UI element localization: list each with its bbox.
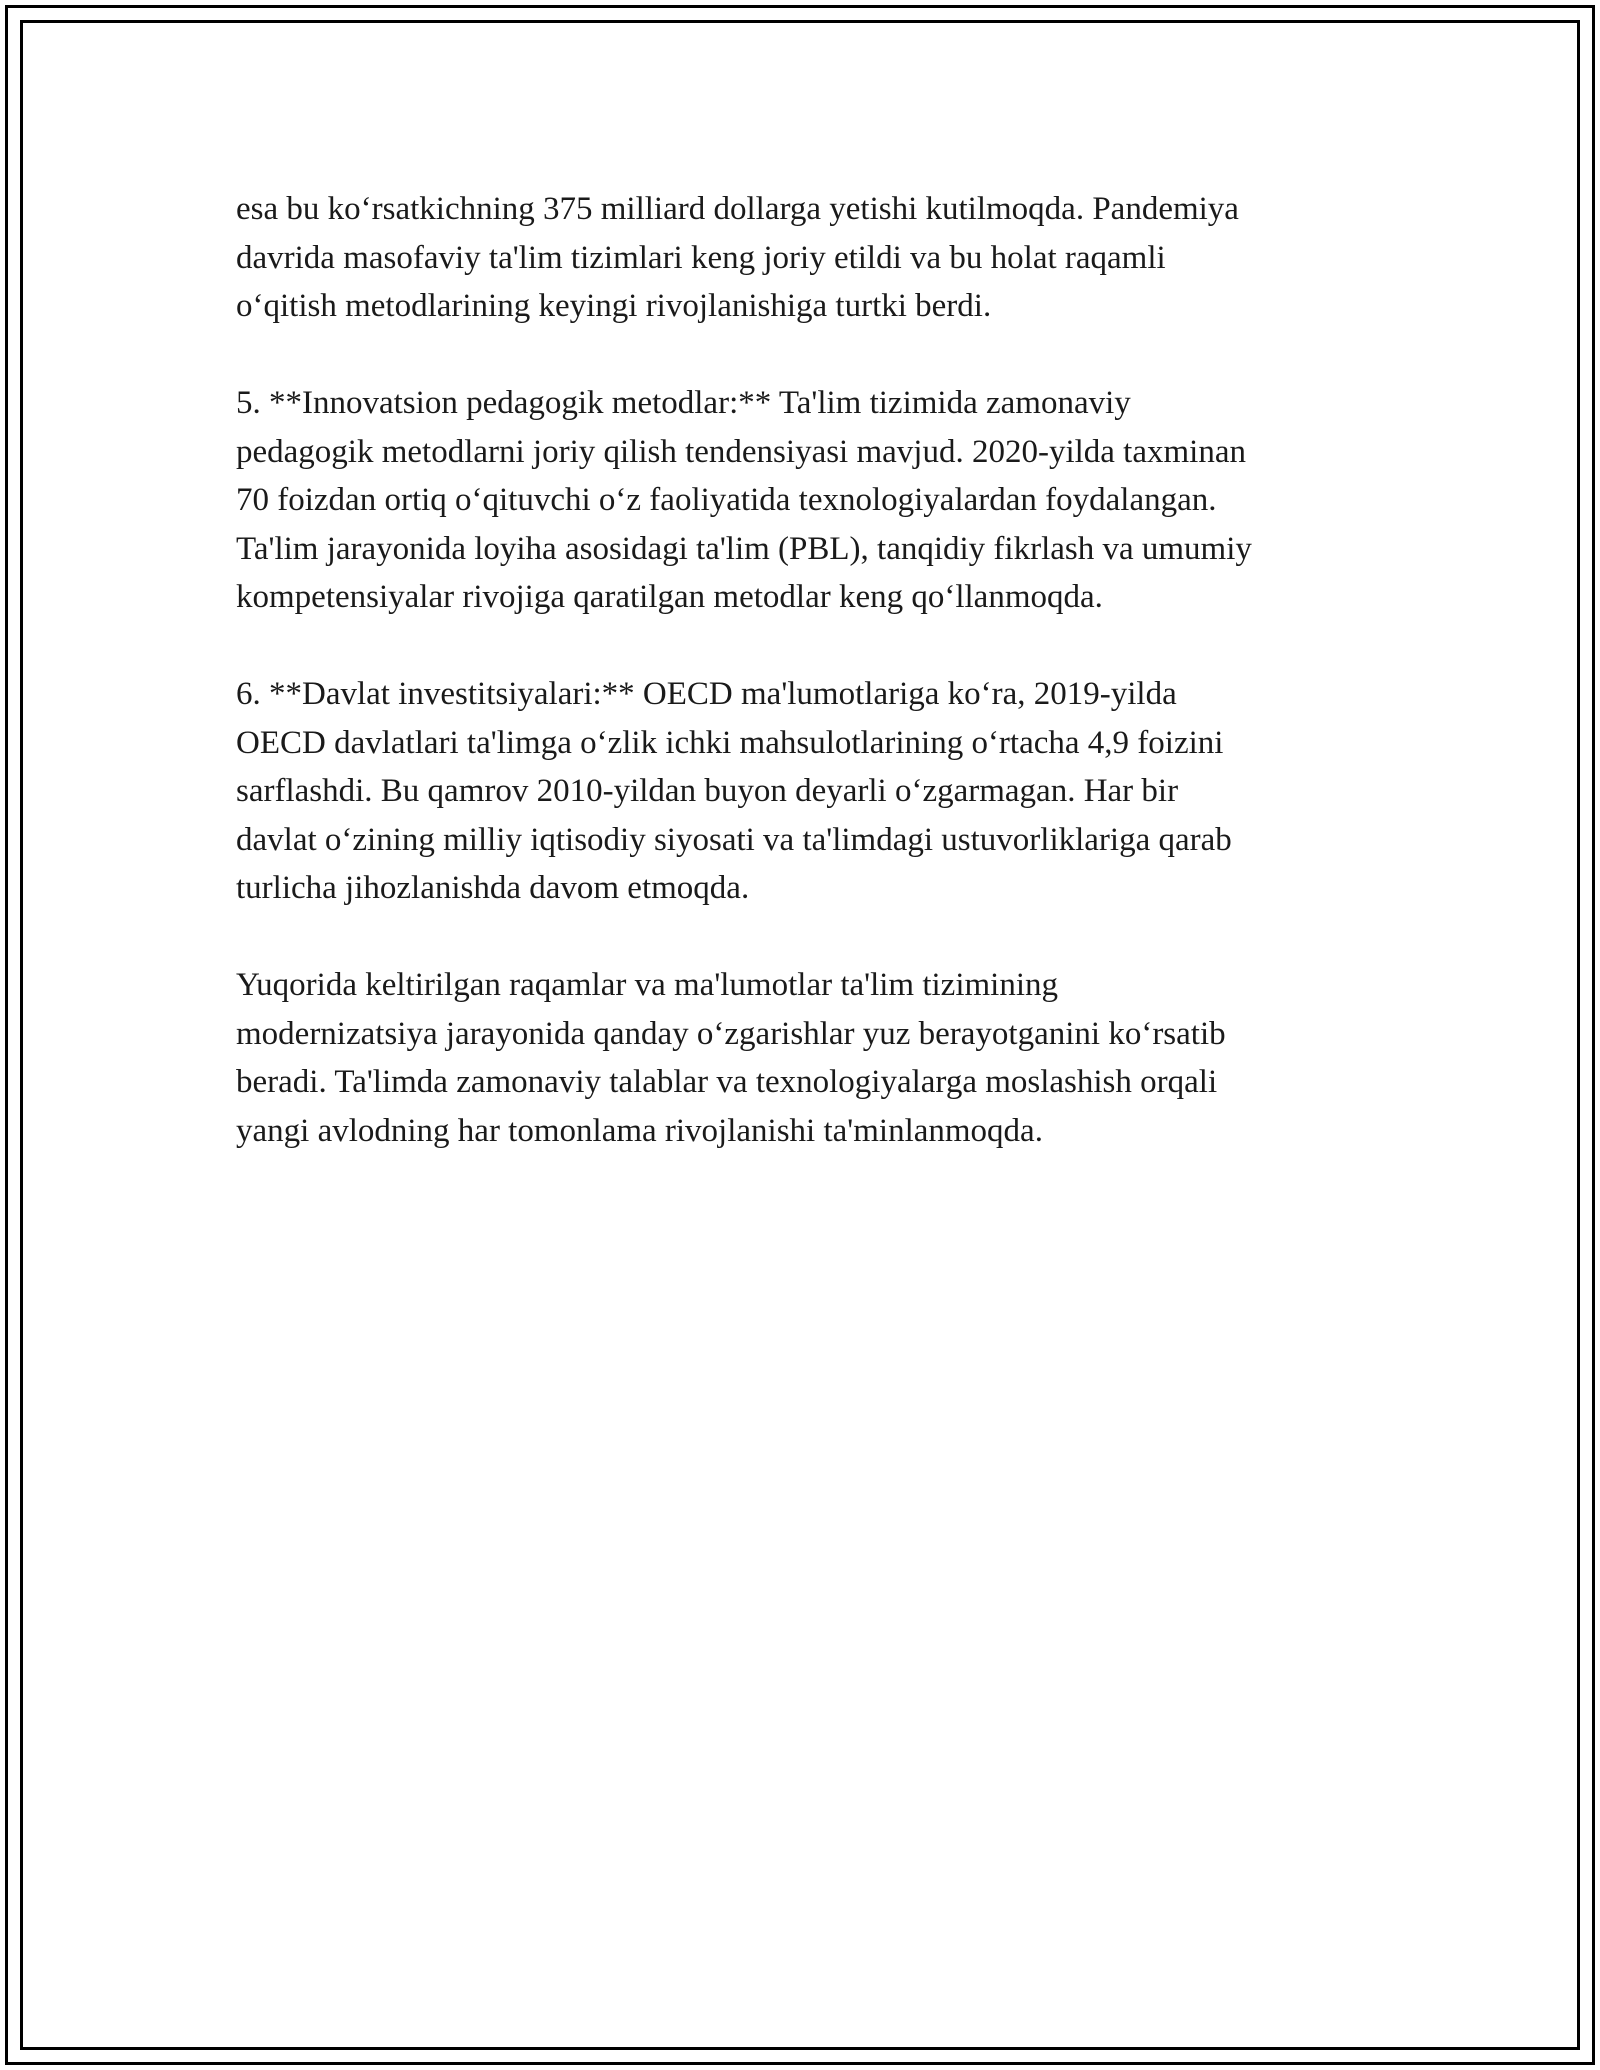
paragraph-continuation <box>236 185 1386 331</box>
document-body <box>236 185 1386 1204</box>
text-line: beradi. Ta'limda zamonaviy talablar va texnologiyalarga moslashish orqali <box>236 1064 1218 1100</box>
text-line: sarflashdi. Bu qamrov 2010-yildan buyon deyarli oʻzgarmagan. Har bir <box>236 773 1179 809</box>
paragraph-state-investments <box>236 670 1386 913</box>
text-line: 70 foizdan ortiq oʻqituvchi oʻz faoliyatida texnologiyalardan foydalangan. <box>236 482 1217 518</box>
text-line: esa bu koʻrsatkichning 375 milliard dollarga yetishi kutilmoqda. Pandemiya <box>236 191 1239 227</box>
text-line: davrida masofaviy ta'lim tizimlari keng joriy etildi va bu holat raqamli <box>236 239 1166 276</box>
text-line: kompetensiyalar rivojiga qaratilgan metodlar keng qoʻllanmoqda. <box>236 579 1103 615</box>
text-line: davlat oʻzining milliy iqtisodiy siyosati va ta'limdagi ustuvorliklariga qarab <box>236 821 1232 858</box>
paragraph-innovative-methods <box>236 379 1386 622</box>
text-line: pedagogik metodlarni joriy qilish tendensiyasi mavjud. 2020-yilda taxminan <box>236 433 1246 470</box>
text-line: Yuqorida keltirilgan raqamlar va ma'lumotlar ta'lim tizimining <box>236 967 1059 1003</box>
text-line: 6. **Davlat investitsiyalari:** OECD ma'lumotlariga koʻra, 2019-yilda <box>236 676 1177 712</box>
text-line: turlicha jihozlanishda davom etmoqda. <box>236 870 750 906</box>
text-line: oʻqitish metodlarining keyingi rivojlanishiga turtki berdi. <box>236 288 992 324</box>
text-line: 5. **Innovatsion pedagogik metodlar:** Ta'lim tizimida zamonaviy <box>236 385 1131 421</box>
text-line: modernizatsiya jarayonida qanday oʻzgarishlar yuz berayotganini koʻrsatib <box>236 1015 1226 1052</box>
text-line: yangi avlodning har tomonlama rivojlanishi ta'minlanmoqda. <box>236 1112 1043 1149</box>
text-line: OECD davlatlari ta'limga oʻzlik ichki mahsulotlarining oʻrtacha 4,9 foizini <box>236 724 1224 761</box>
paragraph-conclusion <box>236 961 1386 1155</box>
text-line: Ta'lim jarayonida loyiha asosidagi ta'lim (PBL), tanqidiy fikrlash va umumiy <box>236 530 1252 567</box>
